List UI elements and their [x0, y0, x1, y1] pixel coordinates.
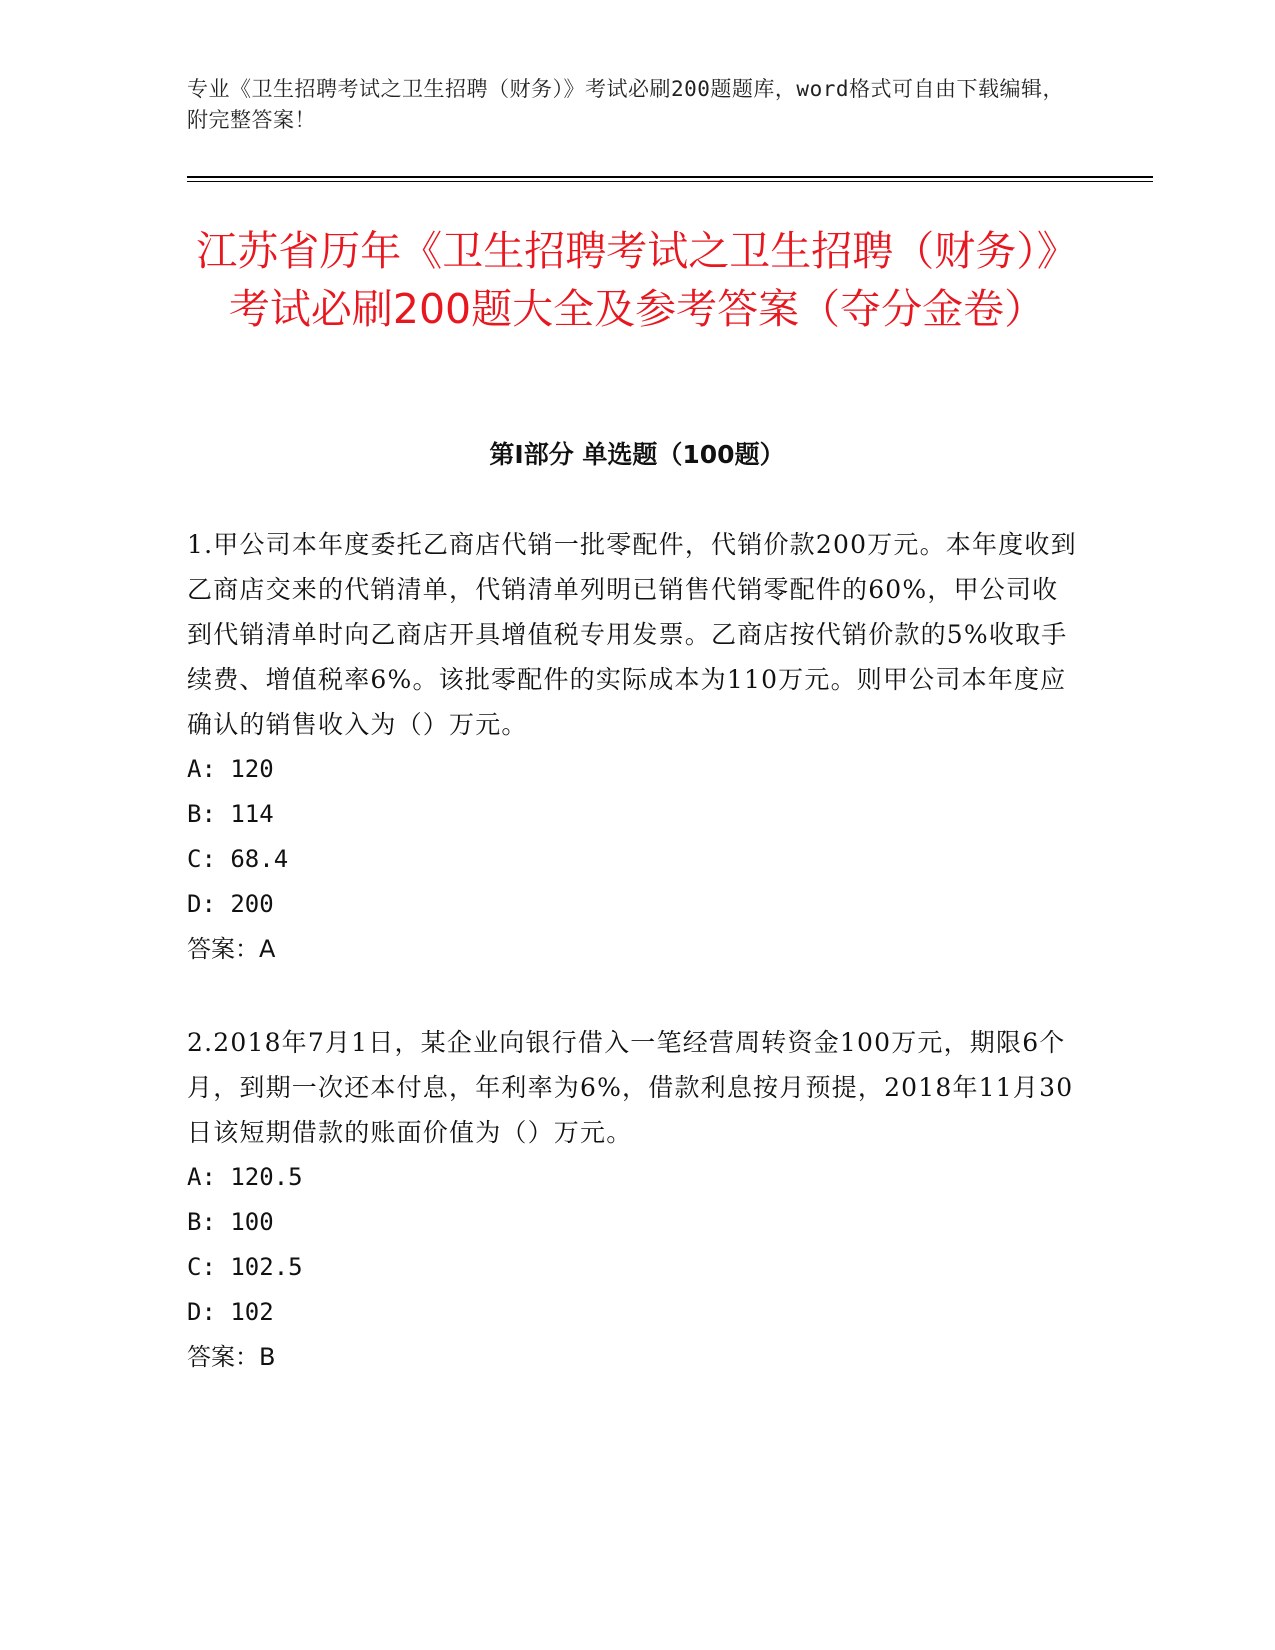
header-divider-thick: [187, 176, 1153, 178]
question-stem: 2.2018年7月1日，某企业向银行借入一笔经营周转资金100万元，期限6个月，到期一次还本付息，年利率为6%，借款利息按月预提，2018年11月30日该短期借款的账面价值为（）万元。: [187, 1028, 1074, 1147]
question-stem: 1.甲公司本年度委托乙商店代销一批零配件，代销价款200万元。本年度收到乙商店交来的代销清单，代销清单列明已销售代销零配件的60%，甲公司收到代销清单时向乙商店开具增值税专用发票。乙商店按代销价款的5%收取手续费、增值税率6%。该批零配件的实际成本为110万元。则甲公司本年度应确认的销售收入为（）万元。: [187, 530, 1077, 739]
option-b: B: 114: [187, 800, 274, 828]
option-c: C: 102.5: [187, 1253, 303, 1281]
option-d: D: 102: [187, 1298, 274, 1326]
question-1: [187, 522, 1077, 972]
option-a: A: 120: [187, 755, 274, 783]
header-note: 专业《卫生招聘考试之卫生招聘（财务）》考试必刷200题题库，word格式可自由下载编辑，附完整答案！: [187, 77, 1064, 132]
option-b: B: 100: [187, 1208, 274, 1236]
header-divider-thin: [187, 181, 1153, 182]
option-d: D: 200: [187, 890, 274, 918]
option-c: C: 68.4: [187, 845, 289, 873]
question-2: [187, 1020, 1077, 1380]
document-title: 江苏省历年《卫生招聘考试之卫生招聘（财务）》考试必刷200题大全及参考答案（夺分金卷）: [196, 227, 1078, 333]
answer: 答案：B: [187, 1343, 276, 1371]
section-title: 第Ⅰ部分 单选题（100题）: [489, 440, 785, 469]
option-a: A: 120.5: [187, 1163, 303, 1191]
answer: 答案：A: [187, 935, 276, 963]
